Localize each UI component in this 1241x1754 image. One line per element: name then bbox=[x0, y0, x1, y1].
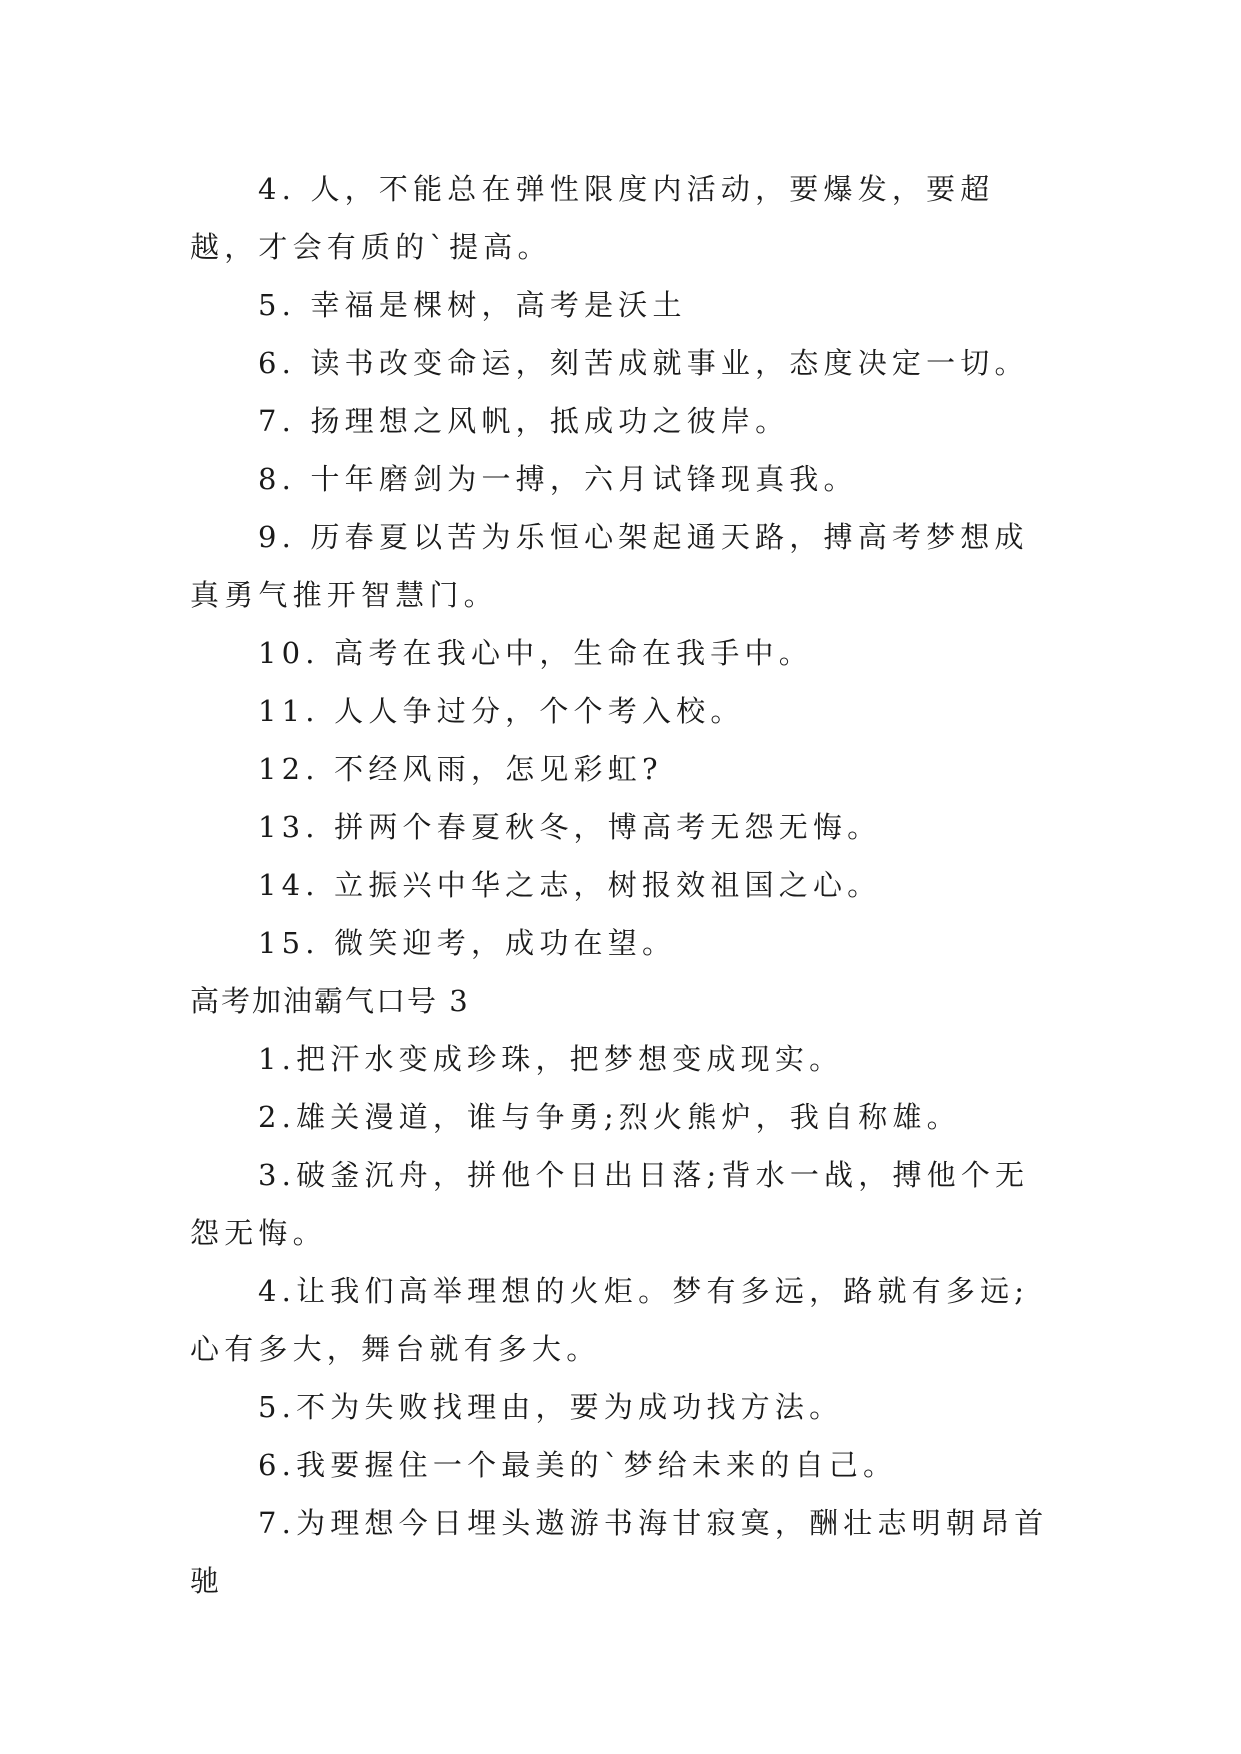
paragraph: 5. 幸福是棵树，高考是沃土 bbox=[258, 288, 687, 322]
paragraph: 9. 历春夏以苦为乐恒心架起通天路，搏高考梦想成真勇气推开智慧门。 bbox=[190, 520, 1029, 612]
paragraph: 13. 拼两个春夏秋冬，博高考无怨无悔。 bbox=[258, 810, 882, 844]
paragraph: 4. 人，不能总在弹性限度内活动，要爆发，要超越，才会有质的`提高。 bbox=[190, 172, 995, 264]
paragraph: 12. 不经风雨，怎见彩虹? bbox=[258, 752, 663, 786]
paragraph: 1.把汗水变成珍珠，把梦想变成现实。 bbox=[258, 1042, 844, 1076]
document-body bbox=[190, 160, 1050, 1610]
paragraph: 10. 高考在我心中，生命在我手中。 bbox=[258, 636, 813, 670]
paragraph: 5.不为失败找理由，要为成功找方法。 bbox=[258, 1390, 844, 1424]
section-heading: 高考加油霸气口号 3 bbox=[190, 984, 470, 1018]
paragraph: 7. 扬理想之风帆，抵成功之彼岸。 bbox=[258, 404, 790, 438]
paragraph: 2.雄关漫道，谁与争勇;烈火熊炉，我自称雄。 bbox=[258, 1100, 961, 1134]
paragraph: 15. 微笑迎考，成功在望。 bbox=[258, 926, 677, 960]
paragraph: 8. 十年磨剑为一搏，六月试锋现真我。 bbox=[258, 462, 858, 496]
paragraph: 14. 立振兴中华之志，树报效祖国之心。 bbox=[258, 868, 882, 902]
paragraph: 6.我要握住一个最美的`梦给未来的自己。 bbox=[258, 1448, 898, 1482]
paragraph: 4.让我们高举理想的火炬。梦有多远，路就有多远;心有多大，舞台就有多大。 bbox=[190, 1274, 1030, 1366]
paragraph: 6. 读书改变命运，刻苦成就事业，态度决定一切。 bbox=[258, 346, 1029, 380]
paragraph: 3.破釜沉舟，拼他个日出日落;背水一战，搏他个无怨无悔。 bbox=[190, 1158, 1030, 1250]
paragraph: 7.为理想今日埋头遨游书海甘寂寞，酬壮志明朝昂首驰 bbox=[190, 1506, 1049, 1598]
paragraph: 11. 人人争过分，个个考入校。 bbox=[258, 694, 745, 728]
